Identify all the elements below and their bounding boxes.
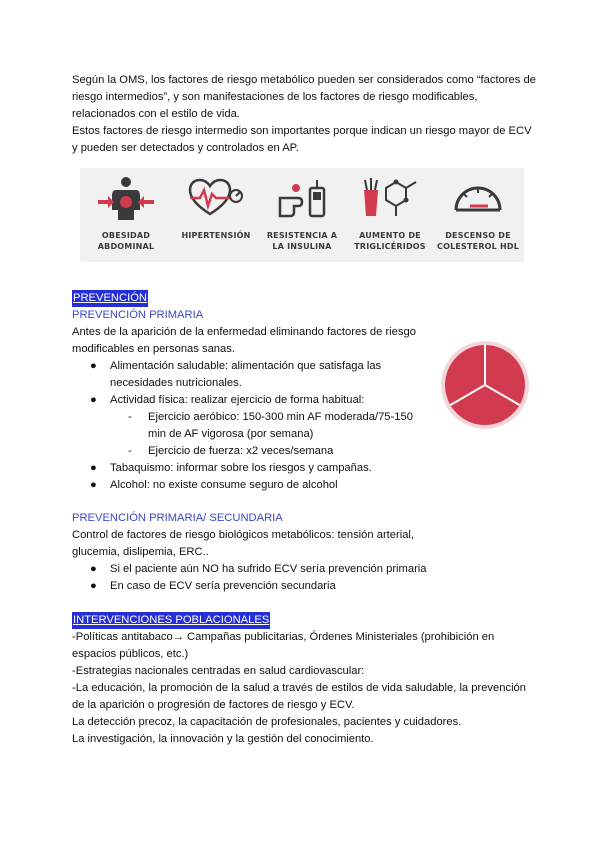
gauge-icon (448, 176, 508, 222)
secondary-prevention-section (72, 510, 532, 595)
interventions-line: La detección precoz, la capacitación de profesionales, pacientes y cuidadores. (72, 716, 462, 728)
banner-item-hypertension (172, 176, 260, 260)
bullet-icon: ● (90, 580, 97, 592)
primary-text: modificables en personas sanas. (72, 343, 235, 355)
obesity-icon (96, 176, 156, 222)
bullet-icon: ● (90, 360, 97, 372)
list-item: ● Si el paciente aún NO ha sufrido ECV sería prevención primaria (72, 561, 532, 578)
intro-paragraph (72, 72, 534, 157)
banner-label: OBESIDAD ABDOMINAL (97, 231, 155, 251)
banner-item-hdl (434, 176, 522, 260)
banner-item-triglycerides (346, 176, 434, 260)
interventions-line: La investigación, la innovación y la gestión del conocimiento. (72, 733, 374, 745)
secondary-bullet-list (72, 561, 532, 595)
glucose-meter-icon (272, 176, 332, 222)
secondary-text: glucemia, dislipemia, ERC.. (72, 546, 209, 558)
prevention-heading: PREVENCIÓN (72, 290, 148, 307)
banner-label: HIPERTENSIÓN (181, 231, 251, 240)
risk-factors-banner (80, 168, 524, 262)
bullet-icon: ● (90, 462, 97, 474)
secondary-prevention-title: PREVENCIÓN PRIMARIA/ SECUNDARIA (72, 512, 283, 524)
interventions-line: -La educación, la promoción de la salud a través de estilos de vida saludable, la prevención (72, 682, 526, 694)
intro-line: riesgo intermedios”, y son manifestaciones de los factores de riesgo modificables, (72, 91, 478, 103)
banner-item-obesity (82, 176, 170, 260)
primary-prevention-title: PREVENCIÓN PRIMARIA (72, 309, 204, 321)
intro-line: relacionados con el estilo de vida. (72, 108, 240, 120)
population-interventions-section (72, 612, 542, 748)
intro-line: Según la OMS, los factores de riesgo metabólico pueden ser considerados como “factores de (72, 74, 536, 86)
interventions-line: -Políticas antitabaco→ Campañas publicitarias, Órdenes Ministeriales (prohibición en (72, 631, 495, 643)
molecule-icon (360, 176, 420, 222)
list-item: - Ejercicio de fuerza: x2 veces/semana (72, 443, 532, 460)
banner-label: RESISTENCIA A LA INSULINA (266, 231, 338, 251)
secondary-text: Control de factores de riesgo biológicos metabólicos: tensión arterial, (72, 529, 415, 541)
list-item: ● En caso de ECV sería prevención secundaria (72, 578, 532, 595)
prevention-pie-graphic (440, 340, 530, 430)
banner-label: DESCENSO DE COLESTEROL HDL (437, 231, 519, 251)
bullet-icon: ● (90, 479, 97, 491)
list-item: - Ejercicio aeróbico: 150-300 min AF moderada/75-150 min de AF vigorosa (por semana) (128, 411, 413, 440)
dash-icon: - (128, 411, 132, 423)
heart-pulse-icon (186, 176, 246, 222)
banner-item-insulin (258, 176, 346, 260)
list-item: ● Actividad física: realizar ejercicio de forma habitual: (72, 392, 532, 409)
interventions-line: espacios públicos, etc.) (72, 648, 189, 660)
interventions-heading: INTERVENCIONES POBLACIONALES (72, 612, 270, 629)
interventions-line: de la aparición o progresión de factores de riesgo y ECV. (72, 699, 355, 711)
banner-label: AUMENTO DE TRIGLICÉRIDOS (354, 231, 426, 251)
list-item: ● Alimentación saludable: alimentación que satisfaga las necesidades nutricionales. (90, 360, 382, 389)
interventions-line: -Estrategias nacionales centradas en salud cardiovascular: (72, 665, 365, 677)
bullet-icon: ● (90, 394, 97, 406)
intro-line: Estos factores de riesgo intermedio son importantes porque indican un riesgo mayor de ECV (72, 125, 532, 137)
intro-line: y pueden ser detectados y controlados en AP. (72, 142, 299, 154)
list-item: ● Alcohol: no existe consume seguro de alcohol (72, 477, 532, 494)
list-item: ● Tabaquismo: informar sobre los riesgos y campañas. (72, 460, 532, 477)
dash-icon: - (128, 445, 132, 457)
bullet-icon: ● (90, 563, 97, 575)
primary-text: Antes de la aparición de la enfermedad eliminando factores de riesgo (72, 326, 416, 338)
